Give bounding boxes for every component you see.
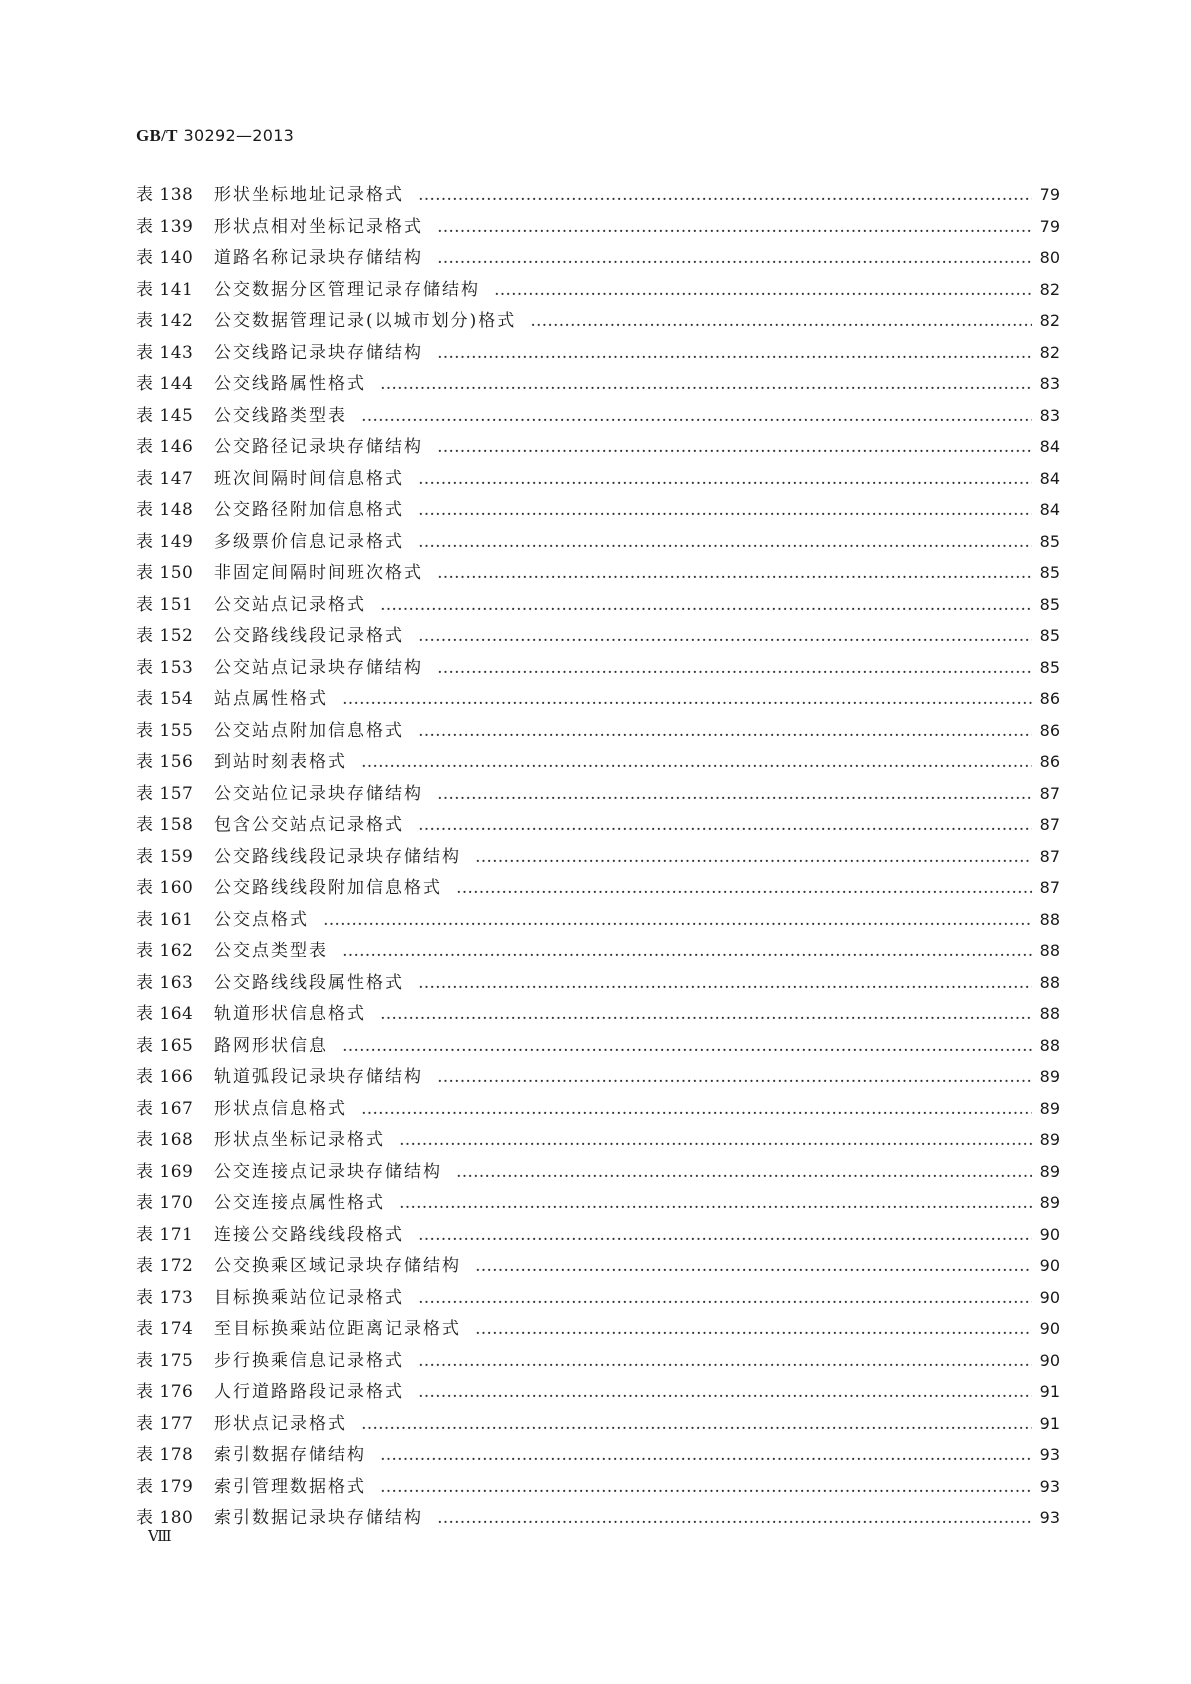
toc-table-number: 表 160 — [136, 878, 194, 898]
toc-title: 公交路径记录块存储结构 — [214, 437, 423, 457]
toc-entry[interactable] — [136, 431, 1060, 463]
toc-table-number: 表 170 — [136, 1193, 194, 1213]
toc-table-number: 表 173 — [136, 1287, 194, 1308]
toc-page-number: 90 — [1039, 1350, 1060, 1370]
toc-leader-dots — [437, 338, 1032, 370]
toc-leader-dots — [418, 495, 1032, 527]
toc-leader-dots — [342, 936, 1032, 968]
toc-leader-dots — [418, 1283, 1032, 1315]
toc-leader-dots — [418, 968, 1032, 1000]
toc-page-number: 88 — [1039, 972, 1060, 992]
toc-entry[interactable] — [136, 1282, 1060, 1314]
toc-table-number: 表 179 — [136, 1476, 194, 1497]
toc-page-number: 87 — [1039, 815, 1060, 834]
toc-page-number: 89 — [1039, 1098, 1060, 1118]
toc-page-number: 87 — [1039, 783, 1060, 803]
toc-page-number: 87 — [1039, 846, 1060, 866]
toc-entry[interactable] — [136, 400, 1060, 432]
toc-entry[interactable] — [136, 967, 1060, 999]
toc-title: 公交路线线段记录块存储结构 — [214, 846, 461, 867]
toc-title: 公交站点附加信息格式 — [214, 720, 404, 741]
toc-title: 公交路线线段附加信息格式 — [214, 878, 442, 898]
toc-page-number: 88 — [1039, 1035, 1060, 1055]
toc-page-number: 89 — [1039, 1130, 1060, 1149]
toc-table-number: 表 175 — [136, 1350, 194, 1371]
toc-entry[interactable] — [136, 211, 1060, 243]
toc-leader-dots — [475, 1314, 1032, 1346]
toc-table-number: 表 168 — [136, 1130, 194, 1150]
toc-page-number: 83 — [1039, 374, 1060, 393]
toc-title: 索引管理数据格式 — [214, 1476, 366, 1497]
toc-leader-dots — [475, 1251, 1032, 1283]
standard-number: 30292—2013 — [183, 126, 295, 145]
toc-table-number: 表 172 — [136, 1256, 194, 1276]
toc-page-number: 93 — [1039, 1508, 1060, 1527]
document-header — [136, 126, 294, 146]
toc-title: 公交点类型表 — [214, 941, 328, 961]
toc-table-number: 表 169 — [136, 1161, 194, 1182]
toc-leader-dots — [437, 653, 1032, 685]
toc-leader-dots — [418, 621, 1032, 653]
toc-entry[interactable] — [136, 1471, 1060, 1503]
toc-page-number: 83 — [1039, 405, 1060, 425]
toc-entry[interactable] — [136, 841, 1060, 873]
toc-title: 公交点格式 — [214, 909, 309, 930]
toc-entry[interactable] — [136, 1313, 1060, 1345]
toc-page-number: 91 — [1039, 1382, 1060, 1401]
toc-page-number: 88 — [1039, 909, 1060, 929]
toc-entry[interactable] — [136, 1376, 1060, 1408]
toc-leader-dots — [418, 527, 1032, 559]
toc-table-number: 表 141 — [136, 279, 194, 300]
toc-title: 公交路线线段属性格式 — [214, 972, 404, 993]
toc-title: 人行道路路段记录格式 — [214, 1382, 404, 1402]
toc-entry[interactable] — [136, 872, 1060, 904]
toc-title: 公交线路类型表 — [214, 405, 347, 426]
toc-leader-dots — [380, 1440, 1032, 1472]
toc-page-number: 89 — [1039, 1193, 1060, 1212]
toc-entry[interactable] — [136, 1439, 1060, 1471]
toc-table-number: 表 159 — [136, 846, 194, 867]
toc-entry[interactable] — [136, 305, 1060, 337]
toc-entry[interactable] — [136, 746, 1060, 778]
toc-leader-dots — [399, 1188, 1032, 1220]
toc-leader-dots — [361, 401, 1032, 433]
toc-table-number: 表 161 — [136, 909, 194, 930]
toc-title: 公交站点记录块存储结构 — [214, 657, 423, 678]
toc-entry[interactable] — [136, 935, 1060, 967]
toc-leader-dots — [361, 747, 1032, 779]
toc-title: 形状坐标地址记录格式 — [214, 185, 404, 205]
toc-page-number: 86 — [1039, 752, 1060, 771]
toc-leader-dots — [437, 432, 1032, 464]
toc-title: 道路名称记录块存储结构 — [214, 248, 423, 268]
toc-title: 目标换乘站位记录格式 — [214, 1287, 404, 1308]
toc-page-number: 79 — [1039, 216, 1060, 236]
toc-entry[interactable] — [136, 1345, 1060, 1377]
toc-title: 公交连接点属性格式 — [214, 1193, 385, 1213]
toc-page-number: 84 — [1039, 500, 1060, 519]
toc-table-number: 表 174 — [136, 1319, 194, 1339]
toc-leader-dots — [342, 684, 1032, 716]
toc-leader-dots — [437, 1503, 1032, 1535]
toc-title: 非固定间隔时间班次格式 — [214, 563, 423, 583]
toc-entry[interactable] — [136, 998, 1060, 1030]
toc-page-number: 80 — [1039, 248, 1060, 267]
toc-table-number: 表 146 — [136, 437, 194, 457]
toc-page-number: 88 — [1039, 941, 1060, 960]
toc-leader-dots — [418, 464, 1032, 496]
toc-page-number: 86 — [1039, 720, 1060, 740]
toc-leader-dots — [361, 1409, 1032, 1441]
toc-title: 多级票价信息记录格式 — [214, 531, 404, 552]
toc-entry[interactable] — [136, 809, 1060, 841]
toc-page-number: 85 — [1039, 626, 1060, 645]
toc-title: 公交线路记录块存储结构 — [214, 342, 423, 363]
toc-title: 公交换乘区域记录块存储结构 — [214, 1256, 461, 1276]
toc-table-number: 表 152 — [136, 626, 194, 646]
toc-leader-dots — [380, 999, 1032, 1031]
toc-title: 班次间隔时间信息格式 — [214, 468, 404, 489]
toc-leader-dots — [437, 779, 1032, 811]
toc-table-number: 表 140 — [136, 248, 194, 268]
toc-entry[interactable] — [136, 1219, 1060, 1251]
toc-page-number: 90 — [1039, 1319, 1060, 1338]
toc-leader-dots — [418, 180, 1032, 212]
toc-page-number: 87 — [1039, 878, 1060, 897]
table-of-contents — [136, 179, 1060, 1534]
toc-table-number: 表 176 — [136, 1382, 194, 1402]
toc-page-number: 89 — [1039, 1067, 1060, 1086]
toc-entry[interactable] — [136, 652, 1060, 684]
toc-entry[interactable] — [136, 683, 1060, 715]
toc-leader-dots — [437, 212, 1032, 244]
toc-table-number: 表 148 — [136, 500, 194, 520]
toc-leader-dots — [494, 275, 1032, 307]
toc-table-number: 表 139 — [136, 216, 194, 237]
toc-table-number: 表 143 — [136, 342, 194, 363]
toc-table-number: 表 158 — [136, 815, 194, 835]
toc-page-number: 93 — [1039, 1476, 1060, 1496]
toc-leader-dots — [418, 716, 1032, 748]
toc-entry[interactable] — [136, 337, 1060, 369]
toc-entry[interactable] — [136, 557, 1060, 589]
toc-title: 包含公交站点记录格式 — [214, 815, 404, 835]
toc-table-number: 表 142 — [136, 311, 194, 331]
toc-entry[interactable] — [136, 526, 1060, 558]
toc-entry[interactable] — [136, 494, 1060, 526]
toc-title: 公交路径附加信息格式 — [214, 500, 404, 520]
toc-page-number: 82 — [1039, 342, 1060, 362]
toc-table-number: 表 157 — [136, 783, 194, 804]
toc-leader-dots — [418, 1377, 1032, 1409]
toc-title: 轨道形状信息格式 — [214, 1004, 366, 1024]
toc-entry[interactable] — [136, 778, 1060, 810]
toc-title: 公交数据分区管理记录存储结构 — [214, 279, 480, 300]
toc-page-number: 85 — [1039, 657, 1060, 677]
toc-table-number: 表 145 — [136, 405, 194, 426]
toc-leader-dots — [399, 1125, 1032, 1157]
toc-leader-dots — [361, 1094, 1032, 1126]
page-number: Ⅷ — [148, 1529, 172, 1545]
toc-page-number: 89 — [1039, 1161, 1060, 1181]
toc-page-number: 88 — [1039, 1004, 1060, 1023]
toc-leader-dots — [456, 873, 1032, 905]
standard-code: GB/T — [136, 126, 178, 145]
toc-table-number: 表 162 — [136, 941, 194, 961]
toc-table-number: 表 151 — [136, 594, 194, 615]
toc-table-number: 表 165 — [136, 1035, 194, 1056]
toc-page-number: 90 — [1039, 1287, 1060, 1307]
toc-entry[interactable] — [136, 1250, 1060, 1282]
toc-table-number: 表 180 — [136, 1508, 194, 1528]
toc-entry[interactable] — [136, 1093, 1060, 1125]
toc-leader-dots — [380, 1472, 1032, 1504]
toc-leader-dots — [456, 1157, 1032, 1189]
toc-table-number: 表 167 — [136, 1098, 194, 1119]
toc-leader-dots — [323, 905, 1032, 937]
toc-title: 连接公交路线线段格式 — [214, 1224, 404, 1245]
toc-page-number: 79 — [1039, 185, 1060, 204]
toc-entry[interactable] — [136, 463, 1060, 495]
toc-leader-dots — [380, 369, 1032, 401]
toc-table-number: 表 156 — [136, 752, 194, 772]
toc-entry[interactable] — [136, 1502, 1060, 1534]
toc-page-number: 90 — [1039, 1256, 1060, 1275]
toc-page-number: 85 — [1039, 594, 1060, 614]
toc-table-number: 表 149 — [136, 531, 194, 552]
toc-entry[interactable] — [136, 1124, 1060, 1156]
toc-entry[interactable] — [136, 179, 1060, 211]
toc-page-number: 91 — [1039, 1413, 1060, 1433]
toc-page-number: 82 — [1039, 279, 1060, 299]
toc-entry[interactable] — [136, 1408, 1060, 1440]
toc-page-number: 84 — [1039, 468, 1060, 488]
toc-table-number: 表 163 — [136, 972, 194, 993]
toc-entry[interactable] — [136, 242, 1060, 274]
toc-table-number: 表 150 — [136, 563, 194, 583]
toc-table-number: 表 138 — [136, 185, 194, 205]
toc-table-number: 表 144 — [136, 374, 194, 394]
toc-table-number: 表 164 — [136, 1004, 194, 1024]
toc-entry[interactable] — [136, 589, 1060, 621]
toc-title: 公交线路属性格式 — [214, 374, 366, 394]
toc-entry[interactable] — [136, 274, 1060, 306]
toc-entry[interactable] — [136, 904, 1060, 936]
toc-entry[interactable] — [136, 1030, 1060, 1062]
toc-leader-dots — [437, 1062, 1032, 1094]
toc-entry[interactable] — [136, 715, 1060, 747]
toc-title: 到站时刻表格式 — [214, 752, 347, 772]
toc-table-number: 表 147 — [136, 468, 194, 489]
toc-leader-dots — [475, 842, 1032, 874]
toc-title: 公交路线线段记录格式 — [214, 626, 404, 646]
toc-title: 站点属性格式 — [214, 689, 328, 709]
toc-page-number: 82 — [1039, 311, 1060, 330]
toc-table-number: 表 154 — [136, 689, 194, 709]
toc-title: 索引数据存储结构 — [214, 1445, 366, 1465]
toc-leader-dots — [418, 1346, 1032, 1378]
toc-page-number: 86 — [1039, 689, 1060, 708]
toc-entry[interactable] — [136, 1187, 1060, 1219]
toc-title: 至目标换乘站位距离记录格式 — [214, 1319, 461, 1339]
toc-page-number: 90 — [1039, 1224, 1060, 1244]
toc-title: 公交连接点记录块存储结构 — [214, 1161, 442, 1182]
toc-title: 索引数据记录块存储结构 — [214, 1508, 423, 1528]
toc-title: 公交站位记录块存储结构 — [214, 783, 423, 804]
toc-page-number: 85 — [1039, 563, 1060, 582]
toc-table-number: 表 153 — [136, 657, 194, 678]
toc-title: 形状点记录格式 — [214, 1413, 347, 1434]
toc-table-number: 表 155 — [136, 720, 194, 741]
toc-title: 公交数据管理记录(以城市划分)格式 — [214, 311, 517, 331]
toc-title: 步行换乘信息记录格式 — [214, 1350, 404, 1371]
toc-page-number: 93 — [1039, 1445, 1060, 1464]
toc-title: 形状点相对坐标记录格式 — [214, 216, 423, 237]
toc-title: 形状点坐标记录格式 — [214, 1130, 385, 1150]
toc-entry[interactable] — [136, 1156, 1060, 1188]
toc-leader-dots — [530, 306, 1032, 338]
toc-table-number: 表 178 — [136, 1445, 194, 1465]
toc-title: 公交站点记录格式 — [214, 594, 366, 615]
toc-leader-dots — [342, 1031, 1032, 1063]
toc-leader-dots — [418, 810, 1032, 842]
toc-title: 形状点信息格式 — [214, 1098, 347, 1119]
toc-table-number: 表 177 — [136, 1413, 194, 1434]
toc-title: 路网形状信息 — [214, 1035, 328, 1056]
toc-leader-dots — [380, 590, 1032, 622]
toc-page-number: 84 — [1039, 437, 1060, 456]
toc-entry[interactable] — [136, 620, 1060, 652]
toc-table-number: 表 171 — [136, 1224, 194, 1245]
toc-entry[interactable] — [136, 368, 1060, 400]
toc-table-number: 表 166 — [136, 1067, 194, 1087]
toc-leader-dots — [418, 1220, 1032, 1252]
toc-page-number: 85 — [1039, 531, 1060, 551]
toc-entry[interactable] — [136, 1061, 1060, 1093]
toc-title: 轨道弧段记录块存储结构 — [214, 1067, 423, 1087]
toc-leader-dots — [437, 243, 1032, 275]
toc-leader-dots — [437, 558, 1032, 590]
